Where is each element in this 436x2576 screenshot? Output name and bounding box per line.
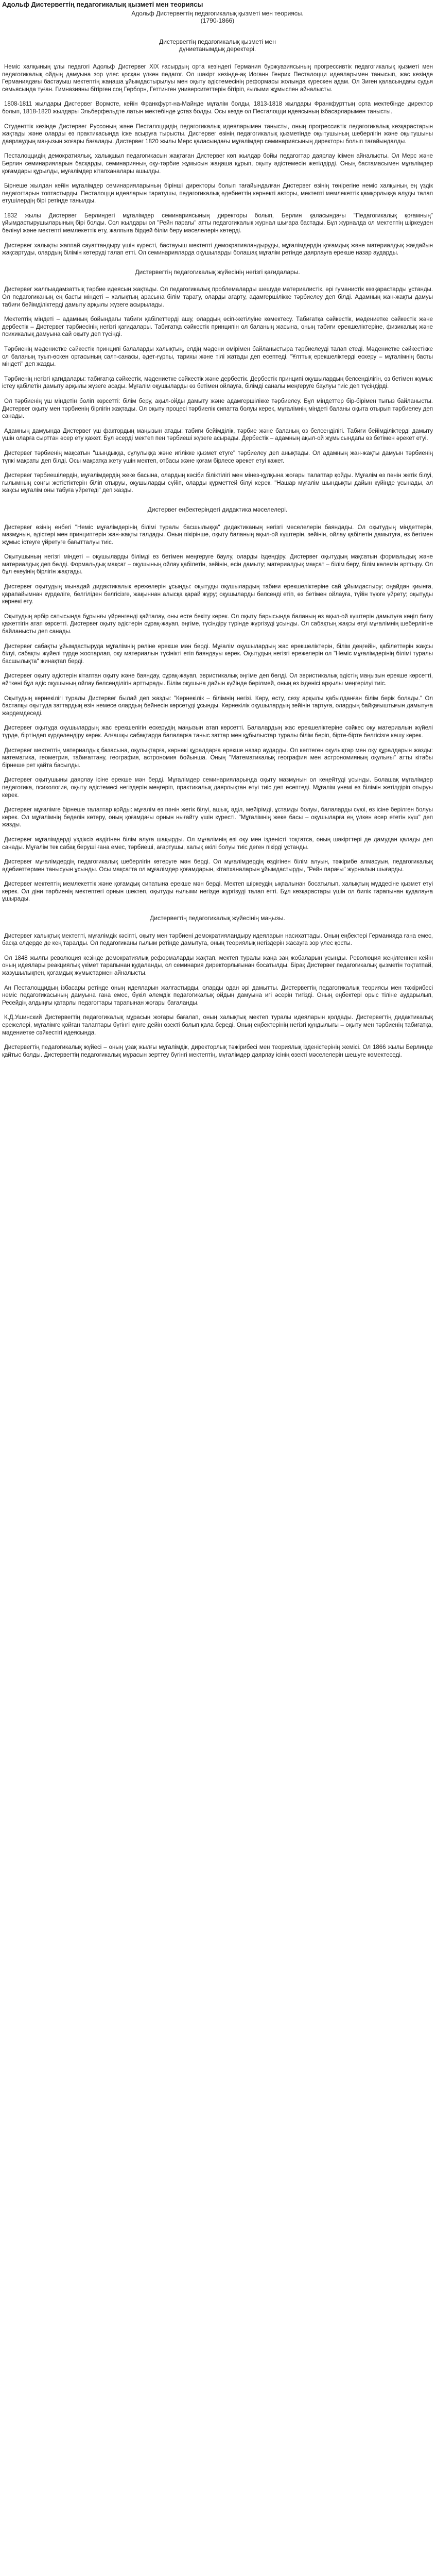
paragraph: Оқытудың әрбір сатысында бұрынғы үйренгенді қайталау, оны есте бекіту керек. Ол оқыту барысында баланың өз ақыл-ой күштерін дамытуға көңіл бөлу қажеттігін атап көрсетті. Дистервег оқыту әдістерін сұрақ-жауап, әңгіме, түсіндіру түрінде жүргізуді ұсынды. Ол сабақтың жақсы өтуі мұғалімнің шеберлігіне байланысты деп санады. bbox=[2, 613, 433, 635]
document-years: (1790-1866) bbox=[200, 17, 235, 25]
section-heading: Дистервегтің педагогикалық жүйесінің негізгі қағидалары. bbox=[135, 268, 300, 276]
paragraph: Оқытушының негізгі міндеті – оқушыларды білімді өз бетімен меңгеруге баулу, оларды іздендіру. Дистервег оқытудың мақсатын формальдық және материалдық деп бөлді. Формальдық мақсат – оқушының ойлау қабілетін, зейінін, есін дамыту; материалдық мақсат – білім беру, білім көлемін арттыру. Ол бұл екеуінің бірлігін жақтады. bbox=[2, 554, 433, 575]
paragraph: Дистервег тәрбиешілердің, мұғалімдердің жеке басына, олардың кәсіби біліктілігі мен мінез-құлқына жоғары талаптар қойды. Мұғалім өз пәнін жетік білуі, ғылымның соңғы жетістіктерін біліп отыруы, оқушыларды сүйіп, оларды құрметтей білуі керек. "Нашар мұғалім шындықты дайын күйінде ұсынады, ал жақсы мұғалім оны табуға үйретеді" деп жазды. bbox=[2, 472, 433, 494]
section bbox=[2, 914, 433, 1059]
section bbox=[2, 506, 433, 903]
paragraph: Студенттік кезінде Дистервег Руссоның және Песталоццидің педагогикалық идеяларымен танысты, оның прогрессивтік педагогикалық көзқарастарын жақтады және оларды өз практикасында іске асыруға тырысты. Дистервег өзінің педагогикалық қызметінде оқытушының шеберлігін және оқытушыны даярлаудың маңызын жоғары бағалады. Дистервег 1820 жылы Мерс қаласындағы мұғалімдер семинариясының директоры болып тағайындалды. bbox=[2, 123, 433, 145]
paragraph: Дистервег сабақты ұйымдастыруда мұғалімнің рөліне ерекше мән берді. Мұғалім оқушылардың жас ерекшеліктерін, білім деңгейін, қабілеттерін жақсы білуі, сабақты жүйелі түрде жоспарлап, оқу материалын түсінікті етіп баяндауы керек. Оқытудың негізгі ережелерін ол "Неміс мұғалімдерінің білімі туралы басшылықта" жинақтап берді. bbox=[2, 643, 433, 665]
paragraph: Ол тәрбиенің үш міндетін бөліп көрсетті: білім беру, ақыл-ойды дамыту және адамгершілікке тәрбиелеу. Бұл міндеттер бір-бірімен тығыз байланысты. Дистервег оқыту мен тәрбиенің бірлігін жақтады. Ол оқыту процесі тәрбиелік сипатта болуы керек, мұғалімнің міндеті баланы оқыта отырып тәрбиелеу деп санады. bbox=[2, 398, 433, 420]
paragraph: Дистервег оқытуда оқушылардың жас ерекшелігін ескерудің маңызын атап көрсетті. Балалардың жас ерекшеліктеріне сәйкес оқу материалын жүйелі түрде, біртіндеп күрделендіру керек. Алғашқы сабақтарда балаларға таныс заттар мен құбылыстар туралы білім беріп, бірте-бірте белгісізге көшу керек. bbox=[2, 725, 433, 739]
paragraph: Дистервег халықтық мектепті, мұғалімдік кәсіпті, оқыту мен тәрбиені демократияландыру идеяларын насихаттады. Оның еңбектері Германияда ғана емес, басқа елдерде де кең таралды. Ол педагогиканы ғылым ретінде дамытуға, оның теориялық негіздерін жасауға зор үлес қосты. bbox=[2, 933, 433, 947]
document-page bbox=[0, 1, 436, 2576]
document-subtitle: Адольф Дистервегтің педагогикалық қызметі мен теориясы. bbox=[131, 9, 304, 17]
paragraph: Песталоццидің демократиялық, халықшыл педагогикасын жақтаған Дистервег көп жылдар бойы педагогтар даярлау ісімен айналысты. Ол Мерс және Берлин семинарияларын басқарды, семинарияның оқу-тәрбие жұмысын жаңаша құрып, оқыту әдістемесін жетілдірді. Оның бастамасымен мұғалімдер қоғамдары құрылды, мұғалімдер кітапханалары ашылды. bbox=[2, 153, 433, 175]
paragraph: Неміс халқының ұлы педагогі Адольф Дистервег XIX ғасырдың орта кезіндегі Германия буржуазиясының прогрессивтік педагогикалық қызметі мен педагогикалық ойдың дамуына зор үлес қосқан үлкен педагог. Ол шәкірт кезінде-ақ Иоганн Генрих Песталоцци идеяларымен танысып, жас кезінде Германиядағы бастауыш мектептің жаңаша ұйымдастырылуы мен оқыту әдістемесінің реформасы жолында күрескен адам. Ол Зиген қаласындағы судья семьясында туған. Гимназияны бітірген соң Герборн, Геттинген университеттерін бітіріп, ғылыми жұмыспен айналысты. bbox=[2, 63, 433, 93]
paragraph: Дистервег оқытушыны даярлау ісіне ерекше мән берді. Мұғалімдер семинарияларында оқыту мазмұнын ол кеңейтуді ұсынды. Болашақ мұғалімдер педагогика, психология, оқыту әдістемесі негіздерін меңгеріп, практикалық даярлықтан өтуі тиіс деп есептеді. Мұғалім үнемі өз білімін жетілдіріп отыруы керек. bbox=[2, 777, 433, 799]
paragraph: Ол 1848 жылғы революция кезінде демократиялық реформаларды жақтап, мектеп туралы жаңа заң жобаларын ұсынды. Революция жеңілгеннен кейін оның идеялары реакциялық үкімет тарапынан қудаланды, ол семинария директорлығынан босатылды. Бірақ Дистервег педагогикалық қызметін тоқтатпай, жазушылықпен, қоғамдық жұмыстармен айналысты. bbox=[2, 955, 433, 977]
paragraph: 1808-1811 жылдары Дистервег Вормсте, кейін Франкфурт-на-Майнде мұғалім болды, 1813-1818 жылдары Франкфурттың орта мектебінде директор болып, 1818-1820 жылдары Эльберфельдте латын мектебінде ұстаз болды. Осы кезде ол Песталоцци идеясының ізбасарларымен танысты. bbox=[2, 101, 433, 115]
document-title: Адольф Дистервегтің педагогикалық қызметі мен теориясы bbox=[2, 1, 203, 8]
paragraph: Дистервег мұғалімге бірнеше талаптар қойды: мұғалім өз пәнін жетік білуі, ашық, әділ, мейірімді, ұстамды болуы, балаларды сүюі, өз ісіне берілген болуы керек. Ол мұғалімнің беделін көтеру, оның қоғамдағы орнын нығайту үшін күресті. "Мұғалімнің жеке басы – оқушыларға ең үлкен әсер ететін күш" деп жазды. bbox=[2, 807, 433, 828]
paragraph: Дистервегтің педагогикалық жүйесі – оның ұзақ жылғы мұғалімдік, директорлық тәжірибесі мен теориялық ізденістерінің жемісі. Ол 1866 жылы Берлинде қайтыс болды. Дистервегтің педагогикалық мұрасын зерттеу бүгінгі мектептің, мұғалімдер даярлау ісінің өзекті мәселелерін шешуге көмектеседі. bbox=[2, 1044, 433, 1058]
paragraph: Ан Песталоццидың ізбасары ретінде оның идеяларын жалғастырды, оларды одан әрі дамытты. Дистервегтің педагогикалық теориясы мен тәжірибесі неміс педагогикасының дамуына ғана емес, бүкіл әлемдік педагогикалық ойдың дамуына игі әсерін тигізді. Оның еңбектері орыс тіліне аударылып, Ресейдің алдыңғы қатарлы педагогтары тарапынан жоғары бағаланды. bbox=[2, 985, 433, 1006]
paragraph: Оқытудың көрнекілігі туралы Дистервег былай деп жазды: "Көрнекілік – білімнің негізі. Көру, есту, сезу арқылы қабылданған білім берік болады." Ол бастапқы оқытуда заттардың өзін немесе олардың бейнесін көрсетуді ұсынды. Көрнекілік оқушылардың зейінін тартуға, олардың байқағыштығын дамытуға жәрдемдеседі. bbox=[2, 695, 433, 717]
section bbox=[2, 268, 433, 495]
section-heading: Дистервег еңбектеріндегі дидактика мәселелері. bbox=[147, 505, 288, 513]
section bbox=[2, 38, 433, 257]
paragraph: Дистервег халықты жаппай сауаттандыру үшін күресті, бастауыш мектепті демократияландыруды, мұғалімдердің қоғамдық және материалдық жағдайын жақсартуды, олардың білімін көтеруді талап етті. Ол семинарияларда оқушыларды болашақ мұғалім ретінде даярлауға ерекше назар аударды. bbox=[2, 242, 433, 257]
paragraph: Дистервег мұғалімдерді үздіксіз өздігінен білім алуға шақырды. Ол мұғалімнің өзі оқу мен ізденісті тоқтатса, оның шәкірттері де дамудан қалады деп санады. Мұғалім тек сабақ беруші ғана емес, тәрбиеші, ағартушы, халық өкілі болуы тиіс деген пікірді ұстанды. bbox=[2, 836, 433, 851]
paragraph: Дистервег мұғалімдердің педагогикалық шеберлігін көтеруге мән берді. Ол мұғалімдердің өздігінен білім алуын, тәжірибе алмасуын, педагогикалық әдебиеттермен танысуын ұсынды. Осы мақсатта ол мұғалімдер қоғамдарын, кітапханаларын ұйымдастырды, "Рейн парағы" журналын шығарды. bbox=[2, 859, 433, 873]
paragraph: Дистервег мектептің материалдық базасына, оқулықтарға, көрнекі құралдарға ерекше назар аударды. Ол көптеген оқулықтар мен оқу құралдарын жазды: математика, геометрия, табиғаттану, география, астрономия бойынша. Оның "Математикалық география мен астрономияның оқулығы" атты кітабы бірнеше рет қайта басылды. bbox=[2, 747, 433, 769]
paragraph: Тәрбиенің негізгі қағидалары: табиғатқа сәйкестік, мәдениетке сәйкестік және дербестік. Дербестік принципі оқушылардың белсенділігін, өз бетімен жұмыс істеу қабілетін дамыту арқылы жүзеге асады. Мұғалім оқушыларды өз бетімен ойлауға, білімді саналы меңгеруге баулуы тиіс деп түсіндірді. bbox=[2, 376, 433, 390]
paragraph: Дистервег оқытудың мынадай дидактикалық ережелерін ұсынды: оқытуды оқушылардың табиғи ерекшеліктеріне сай ұйымдастыру; оңайдан қиынға, қарапайымнан күрделіге, белгіліден белгісізге, жақыннан алысқа қарай жүру; оқушыларды белсенді етіп, өз бетімен ойлауға, түйін түюге үйрету; оқытуды көрнекі ету. bbox=[2, 584, 433, 605]
document-body bbox=[2, 38, 433, 1059]
paragraph: Дистервег мектептің мемлекеттік және қоғамдық сипатына ерекше мән берді. Мектеп шіркеудің ықпалынан босатылып, халықтың мүддесіне қызмет етуі керек. Ол діни тәрбиенің мектептегі орнын шектеп, оқытуды ғылыми негізде жүргізуді талап етті. Бұл көзқарастары үшін ол билік тарапынан қудалауға ұшырады. bbox=[2, 881, 433, 903]
section-heading: Дистервегтің педагогикалық қызметі мен дүниетанымдық деректері. bbox=[159, 38, 276, 53]
section-heading: Дистервегтің педагогикалық жүйесінің маңызы. bbox=[150, 914, 285, 922]
paragraph: Адамның дамуында Дистервег үш фактордың маңызын атады: табиғи бейімділік, тәрбие және баланың өз белсенділігі. Табиғи бейімділіктерді дамыту үшін оларға сырттан әсер ету қажет. Бұл әсерді мектеп пен тәрбиеші жүзеге асырады. Дербестік – адамның ақыл-ой жұмысындағы өз бетімен әрекет етуі. bbox=[2, 428, 433, 442]
paragraph: Дистервег өзінің еңбегі "Неміс мұғалімдерінің білімі туралы басшылыққа" дидактиканың негізгі мәселелерін баяндады. Ол оқытудың міндеттерін, мазмұнын, әдістері мен принциптерін жан-жақты талдады. Оның пікірінше, оқыту баланың ақыл-ой күштерін, зейінін, ойлау қабілетін дамытуға, өз бетімен жұмыс істеуге үйретуге бағытталуы тиіс. bbox=[2, 524, 433, 546]
paragraph: К.Д.Ушинский Дистервегтің педагогикалық мұрасын жоғары бағалап, оның халықтық мектеп туралы идеяларын қолдады. Дистервегтің дидактикалық ережелері, мұғалімге қойған талаптары бүгінгі күнге дейін өзекті болып қала береді. Оның еңбектерінің негізгі құндылығы – оқыту мен тәрбиенің табиғатқа, мәдениетке сәйкестігі идеясында. bbox=[2, 1014, 433, 1036]
paragraph: Бірнеше жылдан кейін мұғалімдер семинарияларының бірінші директоры болып тағайындалған Дистервег өзінің төңірегіне неміс халқының ең үздік педагогтарын топтастырды. Песталоцци идеяларын таратушы, педагогикалық әдебиеттің көрнекті авторы, мектепті мемлекеттік қамқорлыққа алуды талап етушілердің бірі ретінде танылды. bbox=[2, 183, 433, 205]
paragraph: Дистервег жалпыадамзаттық тәрбие идеясын жақтады. Ол педагогикалық проблемаларды шешуде материалистік, әрі гуманистік көзқарастарды ұстанды. Ол педагогиканың ең басты міндеті – халықтың арасына білім тарату, оларды ағарту, адамгершілікке тәрбиелеу деп білді. Адамның жан-жақты дамуы табиғи бейімділіктерді дамыту арқылы жүзеге асырылады. bbox=[2, 286, 433, 308]
paragraph: Дистервег оқыту әдістерін кітаптан оқыту және баяндау, сұрақ-жауап, эвристикалық әңгіме деп бөлді. Ол эвристикалық әдістің маңызын ерекше көрсетті, өйткені бұл әдіс оқушының ойлау белсенділігін арттырады. Білім оқушыға дайын күйінде берілмей, оның өз ізденісі арқылы меңгерілуі тиіс. bbox=[2, 673, 433, 687]
paragraph: Дистервег тәрбиенің мақсатын "шындыққа, сұлулыққа және игілікке қызмет етуге" тәрбиелеу деп анықтады. Ол адамның жан-жақты дамуын тәрбиенің түпкі мақсаты деп білді. Осы мақсатқа жету үшін мектеп, отбасы және қоғам бірлесе әрекет етуі қажет. bbox=[2, 450, 433, 464]
paragraph: Тәрбиенің мәдениетке сәйкестік принципі балаларды халықтың, елдің мәдени өмірімен байланыстыра тәрбиелеуді талап етеді. Мәдениетке сәйкестікке ол баланың туып-өскен ортасының салт-санасы, әдет-ғұрпы, тарихы және тілі жатады деп есептеді. "Ұлттық ерекшеліктерді ескеру – мұғалімнің басты міндеті" деп жазды. bbox=[2, 346, 433, 368]
paragraph: 1832 жылы Дистервег Берлиндегі мұғалімдер семинариясының директоры болып, Берлин қаласындағы "Педагогикалық қоғамның" ұйымдастырушыларының бірі болды. Сол жылдары ол "Рейн парағы" атты педагогикалық журнал шығара бастады. Бұл журналда ол мектептің шіркеуден бөлінуі және мектепті мемлекеттік ету, жалпыға бірдей білім беру мәселелерін көтерді. bbox=[2, 212, 433, 234]
paragraph: Мектептің міндеті – адамның бойындағы табиғи қабілеттерді ашу, олардың өсіп-жетілуіне көмектесу. Табиғатқа сәйкестік, мәдениетке сәйкестік және дербестік – Дистервег тәрбиесінің негізгі қағидалары. Табиғатқа сәйкестік принципін ол баланың жасына, оның табиғи ерекшеліктеріне, физикалық және психикалық дамуына сай оқыту деп түсінді. bbox=[2, 316, 433, 338]
